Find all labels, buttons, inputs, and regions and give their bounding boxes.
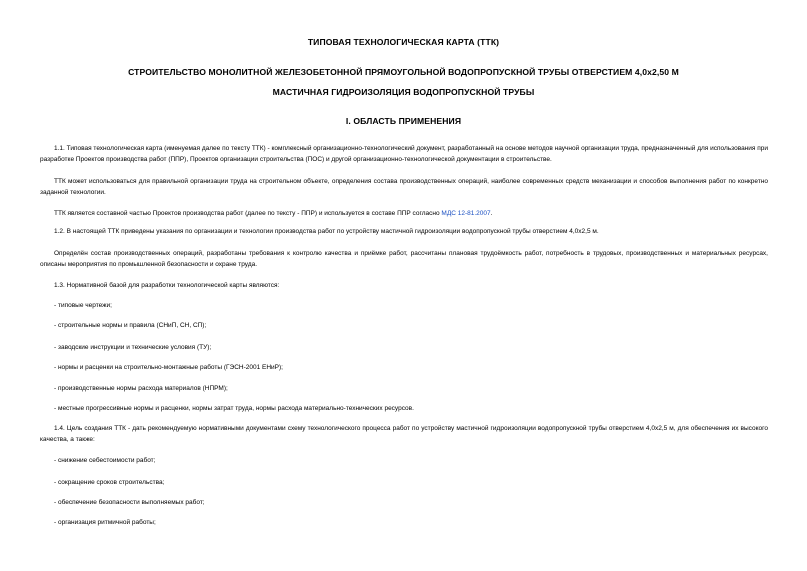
- mds-link[interactable]: МДС 12-81.2007: [441, 210, 491, 217]
- paragraph-ttk-part-text: ТТК является составной частью Проектов производства работ (далее по тексту - ППР) и используется в составе ППР согласно: [54, 210, 442, 217]
- paragraph-1-4: 1.4. Цель создания ТТК - дать рекомендуемую нормативными документами схему технологического процесса работ по устройству мастичной гидроизоляции водопропускной трубы отверстием 4,0х2,5 м, для обеспечения их высокого качества, а также:: [40, 425, 768, 443]
- list-item: - строительные нормы и правила (СНиП, СН, СП);: [54, 322, 207, 329]
- paragraph-ttk-part-end: .: [490, 210, 493, 217]
- list-item: - нормы и расценки на строительно-монтажные работы (ГЭСН-2001 ЕНиР);: [54, 364, 283, 371]
- list-item: - местные прогрессивные нормы и расценки, нормы затрат труда, нормы расхода материально-технических ресурсов.: [54, 405, 414, 412]
- document-subtitle-2: МАСТИЧНАЯ ГИДРОИЗОЛЯЦИЯ ВОДОПРОПУСКНОЙ ТРУБЫ: [272, 87, 535, 97]
- list-item: - заводские инструкции и технические условия (ТУ);: [54, 344, 212, 351]
- list-item: - обеспечение безопасности выполняемых работ;: [54, 499, 205, 506]
- list-item: - снижение себестоимости работ;: [54, 457, 156, 464]
- paragraph-1-1: 1.1. Типовая технологическая карта (именуемая далее по тексту ТТК) - комплексный организационно-технологический документ, разработанный на основе методов научной организации труда, предназначенный для использования при разработке Проектов производства работ (ППР), Проектов организации строительства (ПОС) и другой организационно-технологической документации в строительстве.: [40, 145, 768, 163]
- paragraph-1-2: 1.2. В настоящей ТТК приведены указания по организации и технологии производства работ по устройству мастичной гидроизоляции водопропускной трубы отверстием 4,0х2,5 м.: [54, 228, 599, 235]
- section-title: I. ОБЛАСТЬ ПРИМЕНЕНИЯ: [345, 116, 462, 126]
- list-item: - организация ритмичной работы;: [54, 519, 156, 526]
- list-item: - типовые чертежи;: [54, 302, 112, 309]
- list-item: - производственные нормы расхода материалов (НПРМ);: [54, 385, 228, 392]
- document-title: ТИПОВАЯ ТЕХНОЛОГИЧЕСКАЯ КАРТА (ТТК): [307, 37, 500, 47]
- paragraph-1-3: 1.3. Нормативной базой для разработки технологической карты являются:: [54, 282, 280, 289]
- paragraph-ttk-usage: ТТК может использоваться для правильной организации труда на строительном объекте, определения состава производственных операций, наиболее современных средств механизации и способов выполнения работ по конкретно заданной технологии.: [40, 178, 768, 196]
- paragraph-ttk-part: [40, 208, 768, 219]
- list-item: - сокращение сроков строительства;: [54, 479, 165, 486]
- document-subtitle: СТРОИТЕЛЬСТВО МОНОЛИТНОЙ ЖЕЛЕЗОБЕТОННОЙ ПРЯМОУГОЛЬНОЙ ВОДОПРОПУСКНОЙ ТРУБЫ ОТВЕРСТИЕМ 4,0х2,50 М: [128, 67, 679, 77]
- paragraph-operations: Определён состав производственных операций, разработаны требования к контролю качества и приёмке работ, рассчитаны плановая трудоёмкость работ, потребность в трудовых, производственных и материальных ресурсах, описаны мероприятия по промышленной безопасности и охране труда.: [40, 250, 768, 268]
